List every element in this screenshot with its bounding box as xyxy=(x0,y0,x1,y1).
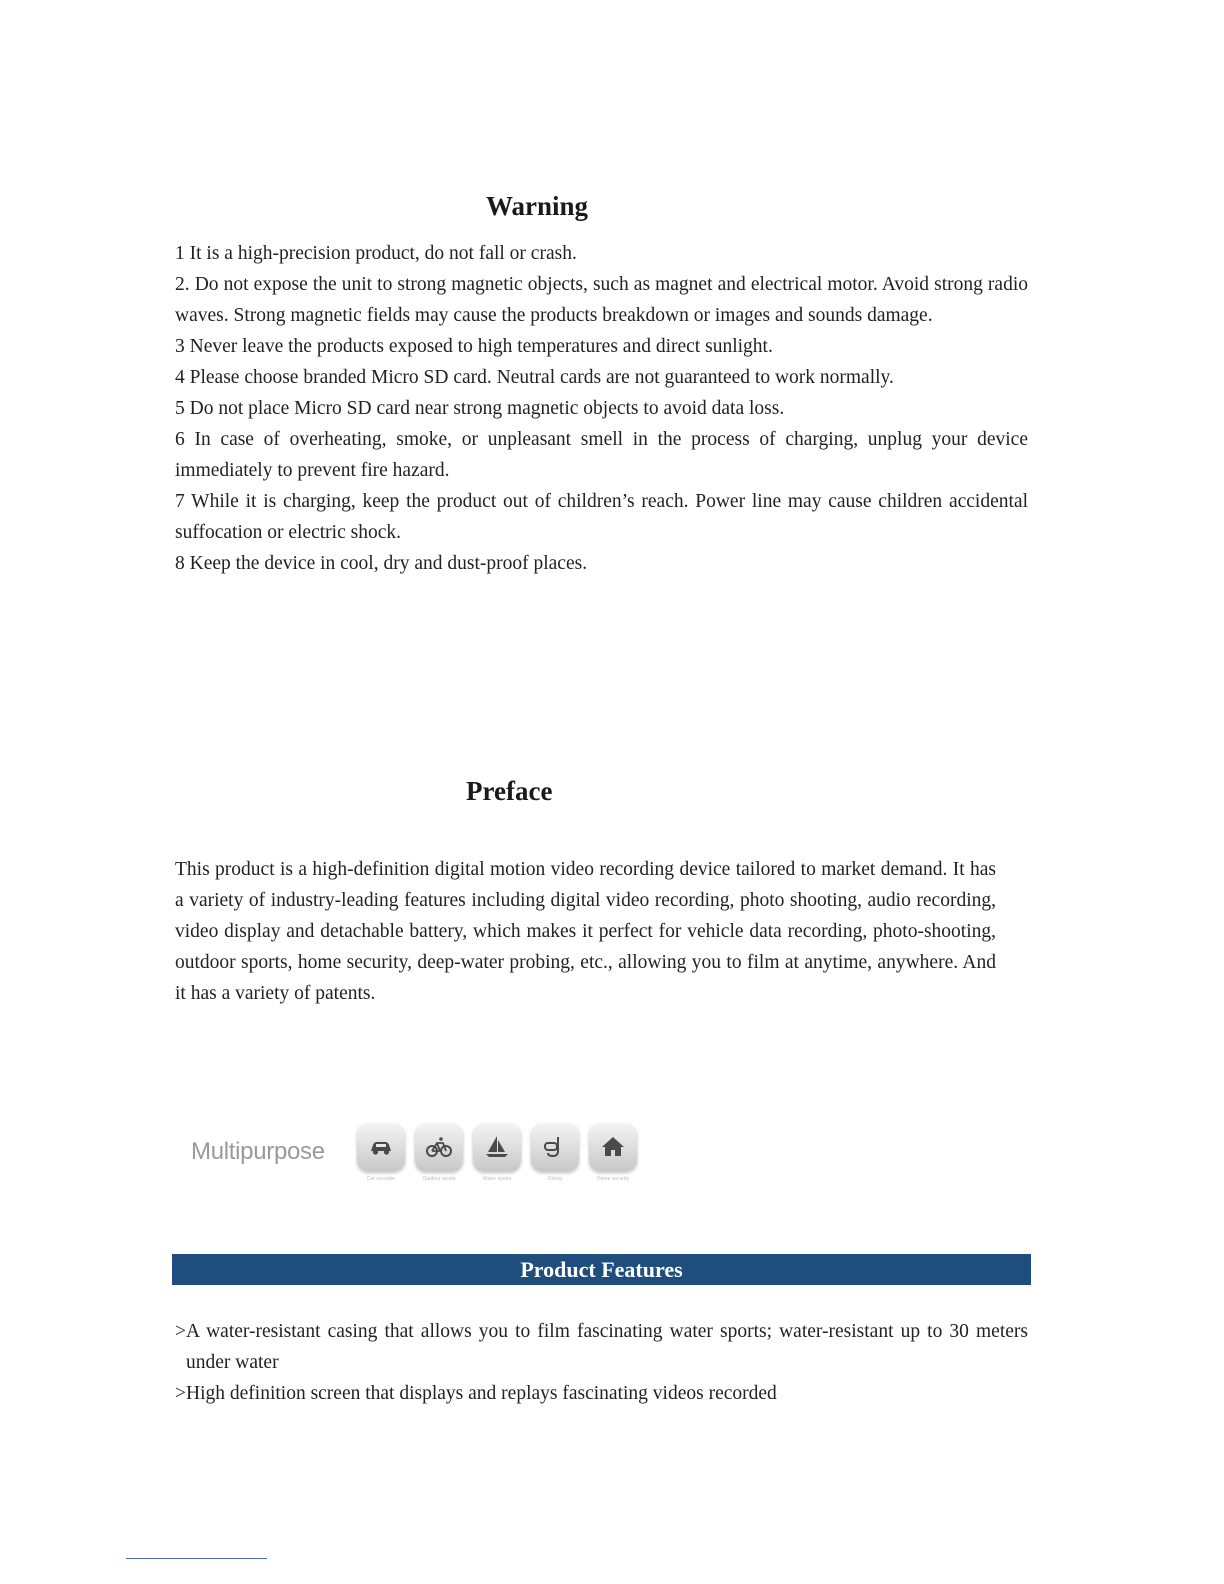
sailboat-icon xyxy=(473,1123,521,1171)
warning-item: 4 Please choose branded Micro SD card. Neutral cards are not guaranteed to work normally. xyxy=(175,367,894,388)
diving-icon xyxy=(531,1123,579,1171)
sailboat-icon-caption: Water sports xyxy=(482,1176,512,1182)
features-list xyxy=(175,1316,1028,1409)
home-icon xyxy=(589,1123,637,1171)
preface-text: This product is a high-definition digital motion video recording device tailored to market demand. It has a variety of industry-leading features including digital video recording, photo shooting, audio recording, video display and detachable battery, which makes it perfect for vehicle data recording, photo-shooting, outdoor sports, home security, deep-water probing, etc., allowing you to film at anytime, anywhere. And it has a variety of patents. xyxy=(175,859,996,1004)
warning-title: Warning xyxy=(486,191,589,221)
home-icon-caption: Home security xyxy=(597,1176,629,1182)
multipurpose-banner xyxy=(180,1118,650,1190)
preface-title: Preface xyxy=(466,776,553,806)
bicycle-icon xyxy=(415,1123,463,1171)
car-icon xyxy=(357,1123,405,1171)
warning-item: 1 It is a high-precision product, do not fall or crash. xyxy=(175,243,577,264)
warning-item: 3 Never leave the products exposed to high temperatures and direct sunlight. xyxy=(175,336,773,357)
multipurpose-label: Multipurpose xyxy=(191,1138,325,1165)
warning-item: 2. Do not expose the unit to strong magnetic objects, such as magnet and electrical motor. Avoid strong radio waves. Strong magnetic fields may cause the products breakdown or images and sounds damage. xyxy=(175,274,1028,326)
warning-item: 5 Do not place Micro SD card near strong magnetic objects to avoid data loss. xyxy=(175,398,785,419)
diving-icon-caption: Diving xyxy=(548,1176,562,1182)
preface-paragraph xyxy=(175,854,996,1009)
warning-item: 6 In case of overheating, smoke, or unpleasant smell in the process of charging, unplug your device immediately to prevent fire hazard. xyxy=(175,429,1028,481)
feature-item: >A water-resistant casing that allows you to film fascinating water sports; water-resistant up to 30 meters under water xyxy=(175,1321,1028,1373)
car-icon-caption: Car recorder xyxy=(366,1176,396,1182)
feature-item: >High definition screen that displays and replays fascinating videos recorded xyxy=(175,1383,777,1404)
bicycle-icon-caption: Outdoor sports xyxy=(422,1176,456,1182)
product-features-header: Product Features xyxy=(172,1254,1031,1285)
footnote-divider xyxy=(126,1558,267,1559)
warning-item: 7 While it is charging, keep the product out of children’s reach. Power line may cause children accidental suffocation or electric shock. xyxy=(175,491,1028,543)
warning-list xyxy=(175,238,1028,579)
warning-item: 8 Keep the device in cool, dry and dust-proof places. xyxy=(175,553,588,574)
